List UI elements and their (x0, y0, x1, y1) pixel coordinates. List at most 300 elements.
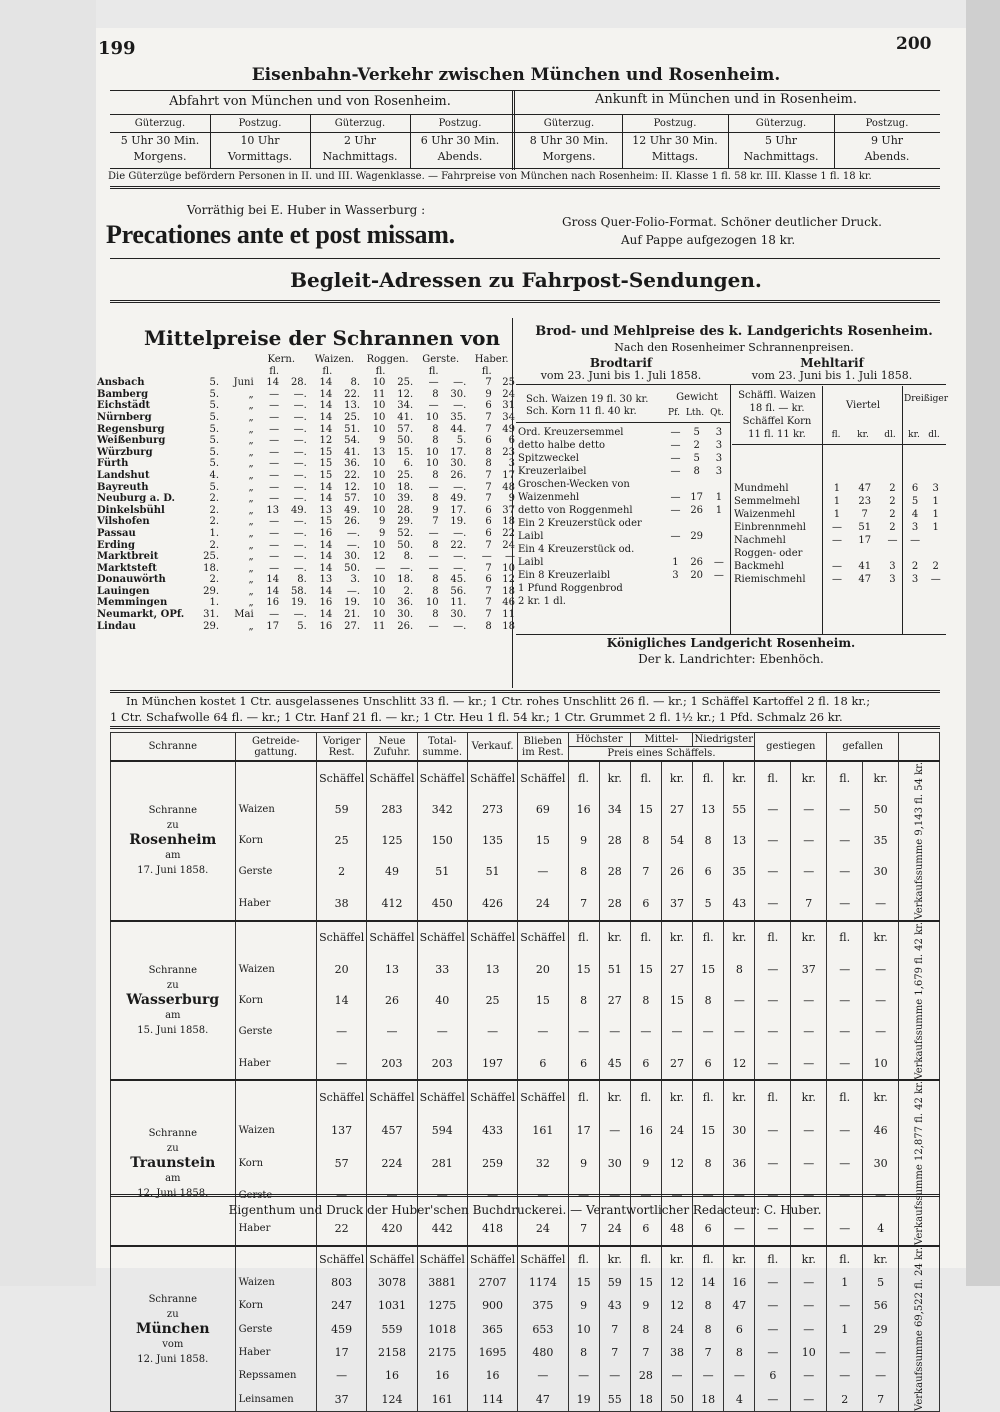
schranne-value: — (755, 794, 791, 825)
price-cell: 48 (502, 481, 515, 493)
schranne-value: — (568, 1016, 599, 1047)
schranne-value: — (367, 1179, 417, 1211)
price-cell: 18 (502, 620, 515, 632)
flour-price-cell: 1 (833, 483, 841, 494)
mittelpreise-row (96, 528, 516, 540)
unit-schaeffel: Schäffel (518, 1246, 568, 1271)
verkaufssumme-text: Verkaufssumme 9,143 fl. 54 kr. (913, 762, 925, 920)
price-cell: 24 (502, 539, 515, 551)
schranne-value: — (827, 954, 863, 985)
market-name: Weißenburg (97, 435, 166, 447)
price-cell: „ (248, 527, 254, 539)
bread-item: 2 kr. 1 dl. (518, 596, 566, 607)
price-cell: 2. (209, 493, 220, 505)
schranne-date: 12. Juni 1858. (137, 1187, 209, 1199)
price-cell: 8 (485, 446, 492, 458)
schranne-row (111, 1016, 940, 1047)
schranne-value: 5 (693, 887, 724, 920)
schranne-value: 30 (863, 856, 899, 887)
price-cell: 35. (450, 411, 467, 423)
price-cell: 18. (397, 481, 414, 493)
price-cell: 34 (502, 411, 515, 423)
schranne-value: 9 (568, 825, 599, 856)
price-cell: „ (248, 469, 254, 481)
schranne-value: 6 (568, 1047, 599, 1080)
mittelpreise-row (96, 516, 516, 528)
schranne-value: 28 (599, 856, 630, 887)
flour-price-cell: — (831, 522, 842, 533)
price-cell: 57. (344, 493, 360, 505)
weight-cell (686, 478, 708, 491)
schranne-value: 22 (317, 1212, 367, 1247)
price-cell: —. (293, 562, 307, 574)
price-cell: 16 (319, 597, 333, 609)
mittelpreise-row (96, 563, 516, 575)
mittelpreise-row (96, 621, 516, 633)
weight-cell: — (670, 440, 681, 451)
price-cell: 18. (203, 562, 220, 574)
schranne-row (111, 954, 940, 985)
flour-price-cell: 4 (911, 509, 919, 520)
mp-head-waizen: Waizen. (314, 354, 355, 365)
unit-fl: fl. (630, 1246, 661, 1271)
bread-item: detto halbe detto (518, 440, 606, 451)
schranne-value: 28 (599, 825, 630, 856)
schranne-value: — (755, 887, 791, 920)
schranne-zu: zu (166, 820, 179, 832)
price-cell: — (481, 551, 492, 563)
schranne-value: 8 (568, 856, 599, 887)
schranne-value: 47 (518, 1387, 568, 1411)
price-cell: 14 (319, 411, 333, 423)
schranne-value: 7 (791, 887, 827, 920)
schranne-date: 15. Juni 1858. (137, 1024, 209, 1036)
price-cell: 1. (209, 527, 220, 539)
unit-kr: kr. (863, 921, 899, 954)
schranne-value: 37 (317, 1387, 367, 1411)
schranne-value: 8 (693, 825, 724, 856)
schranne-value: 8 (630, 825, 661, 856)
price-cell: — (269, 423, 280, 435)
price-cell: —. (293, 458, 307, 470)
price-cell: „ (248, 481, 254, 493)
grain-type: Korn (235, 825, 316, 856)
col-totalsumme: Total-summe. (417, 733, 467, 762)
schranne-value: 43 (724, 887, 755, 920)
mittelpreise-row (96, 377, 516, 389)
weight-cell: 5 (693, 453, 700, 464)
weight-cell: 3 (715, 427, 723, 438)
schranne-value: — (755, 1318, 791, 1341)
price-cell: 28. (290, 377, 307, 389)
schranne-value: 7 (693, 1341, 724, 1364)
schranne-value: — (630, 1016, 661, 1047)
price-cell: 5. (209, 446, 220, 458)
price-cell: 14 (319, 551, 333, 563)
schranne-value: 7 (630, 856, 661, 887)
schranne-value: — (317, 1016, 367, 1047)
schranne-value: — (791, 856, 827, 887)
flour-item: Mundmehl (734, 483, 789, 494)
schranne-value: — (467, 1179, 517, 1211)
brodtarif-row (516, 465, 730, 478)
schranne-value: 6 (755, 1364, 791, 1387)
schranne-value: 9 (568, 1147, 599, 1179)
unit-kr: kr. (599, 761, 630, 794)
schranne-market-label (111, 921, 236, 1081)
schranne-value: — (568, 1179, 599, 1211)
price-cell: 39. (397, 493, 414, 505)
unit-schaeffel: Schäffel (367, 761, 417, 794)
schranne-value: 433 (467, 1115, 517, 1147)
weight-cell: 26 (690, 557, 704, 568)
rail-arrivals-part: Mittags. (651, 150, 699, 163)
schranne-label: Schranne (148, 1127, 197, 1139)
price-cell: 16 (266, 597, 280, 609)
schranne-value: — (518, 856, 568, 887)
price-cell: 6 (485, 435, 492, 447)
price-cell: 14 (319, 493, 333, 505)
schranne-value: 27 (661, 794, 692, 825)
price-cell: 26. (397, 620, 414, 632)
bread-item: Ein 2 Kreuzerstück oder (518, 518, 642, 529)
price-cell: —. (293, 551, 307, 563)
unit-schaeffel: Schäffel (317, 761, 367, 794)
schranne-value: — (755, 1212, 791, 1247)
schranne-value: 16 (367, 1364, 417, 1387)
unit-kr: kr. (724, 921, 755, 954)
price-cell: 10 (372, 493, 386, 505)
mp-head-roggen: Roggen. (366, 354, 409, 365)
price-cell: 49. (450, 493, 467, 505)
flour-price-cell: 3 (932, 483, 939, 494)
price-cell: 8 (432, 539, 439, 551)
price-cell: 30. (450, 388, 467, 400)
verkaufssumme (899, 921, 940, 1081)
price-cell: 31 (502, 400, 515, 412)
weight-cell (665, 517, 685, 530)
rail-arrivals-type: Postzug. (865, 118, 909, 129)
mp-unit: fl. (269, 365, 280, 377)
schranne-value: — (791, 1115, 827, 1147)
price-cell: 22 (502, 527, 515, 539)
viertel-label: Viertel (845, 400, 881, 411)
munich-prices-line-2: 1 Ctr. Schafwolle 64 fl. — kr.; 1 Ctr. Hanf 21 fl. — kr.; 1 Ctr. Heu 1 fl. 54 kr.; 1 Ctr. Grummet 2 fl. 1½ kr.; 1 Pfd. Schmalz 26 kr. (110, 710, 843, 724)
schranne-value: 15 (630, 794, 661, 825)
schranne-row (111, 825, 940, 856)
schranne-value: 20 (518, 954, 568, 985)
flour-price-cell: 3 (911, 522, 919, 533)
price-cell: 14 (266, 377, 280, 389)
ad-vendor: Vorräthig bei E. Huber in Wasserburg : (186, 203, 426, 217)
flour-price-cell: — (831, 574, 842, 585)
price-cell: 25. (397, 377, 414, 389)
page-binding-edge (966, 0, 1000, 1286)
market-name: Bayreuth (97, 481, 149, 493)
price-cell: — (269, 562, 280, 574)
price-cell: 10 (372, 539, 386, 551)
schranne-value: — (599, 1016, 630, 1047)
mittelpreise-row (96, 551, 516, 563)
price-cell: 8 (485, 458, 492, 470)
brodtarif-row (516, 504, 730, 517)
price-cell: 10 (372, 585, 386, 597)
price-cell: 5. (209, 481, 220, 493)
price-cell: —. (293, 388, 307, 400)
brodtarif-row (516, 491, 730, 504)
schranne-row (111, 1364, 940, 1387)
schranne-value: — (827, 1364, 863, 1387)
schranne-value: 30 (863, 1147, 899, 1179)
bread-item: Ein 4 Kreuzerstück od. (518, 544, 635, 555)
grain-type: Haber (235, 1341, 316, 1364)
schranne-market-name: Traunstein (130, 1154, 216, 1171)
weight-cell (686, 543, 708, 556)
flour-item: Waizenmehl (734, 509, 796, 520)
weight-cell: 3 (715, 466, 723, 477)
schranne-am: am (165, 1172, 181, 1184)
price-cell: 9 (485, 388, 492, 400)
schranne-value: 24 (518, 1212, 568, 1247)
schranne-value: — (724, 1179, 755, 1211)
price-cell: 16 (319, 620, 333, 632)
price-cell: 5. (209, 458, 220, 470)
schranne-value: — (518, 1179, 568, 1211)
mp-unit: fl. (481, 365, 492, 377)
brodtarif-row (516, 556, 730, 569)
price-cell: 19. (344, 597, 360, 609)
unit-empty (235, 1080, 316, 1114)
price-cell: 8. (403, 551, 414, 563)
price-cell: 17 (266, 620, 280, 632)
mittelpreise-row (96, 424, 516, 436)
schranne-value: 6 (630, 1212, 661, 1247)
price-cell: 12 (319, 435, 333, 447)
price-cell: 14 (266, 574, 280, 586)
mehl-unit: dl. (884, 430, 896, 440)
schranne-value: 247 (317, 1294, 367, 1317)
unit-fl: fl. (630, 761, 661, 794)
unit-fl: fl. (568, 921, 599, 954)
mp-unit: fl. (322, 365, 333, 377)
brod-head-2: Sch. Korn 11 fl. 40 kr. (526, 406, 637, 417)
flour-price-cell: 41 (858, 561, 872, 572)
price-cell: 9 (432, 504, 439, 516)
market-name: Passau (97, 527, 136, 539)
price-cell: —. (453, 527, 467, 539)
price-cell: 2. (209, 539, 220, 551)
flour-price-cell (880, 547, 905, 560)
brodtarif-row (516, 530, 730, 543)
price-cell: 10 (502, 562, 515, 574)
schranne-value: 9 (630, 1147, 661, 1179)
weight-cell: 3 (715, 453, 723, 464)
schranne-value: 47 (724, 1294, 755, 1317)
rail-departures-part: Abends. (437, 150, 483, 163)
brodtarif-row (516, 595, 730, 608)
grain-type: Haber (235, 1047, 316, 1080)
mehl-unit: kr. (908, 430, 920, 440)
flour-price-cell: 23 (858, 496, 872, 507)
price-cell: 17. (450, 504, 467, 516)
brodtarif-row (516, 543, 730, 556)
market-name: Landshut (97, 469, 150, 481)
price-cell: 5. (209, 400, 220, 412)
unit-kr: kr. (863, 1080, 899, 1114)
unit-kr: kr. (599, 1080, 630, 1114)
bread-item: detto von Roggenmehl (518, 505, 633, 516)
weight-cell: — (670, 466, 681, 477)
schranne-zu: zu (166, 979, 179, 991)
schranne-value: 6 (693, 856, 724, 887)
price-cell: 9 (379, 516, 386, 528)
price-cell: — (269, 539, 280, 551)
price-cell: — (269, 469, 280, 481)
rail-title: Eisenbahn-Verkehr zwischen München und Rosenheim. (251, 65, 781, 85)
arrival-heading: Ankunft in München und in Rosenheim. (594, 92, 858, 107)
price-cell: 2. (209, 574, 220, 586)
schranne-value: 375 (518, 1294, 568, 1317)
schranne-value: 15 (518, 825, 568, 856)
price-cell: 7 (485, 597, 492, 609)
price-cell: „ (248, 597, 254, 609)
flour-price-cell: 1 (833, 496, 841, 507)
verkaufssumme-text: Verkaufssumme 69,522 fl. 24 kr. (913, 1247, 925, 1412)
mehltarif-row (732, 573, 946, 586)
price-cell: 12 (372, 551, 386, 563)
schranne-zu: zu (166, 1142, 179, 1154)
schranne-value: 46 (863, 1115, 899, 1147)
schranne-value: 27 (599, 985, 630, 1016)
price-cell: 10 (372, 423, 386, 435)
price-cell: 7 (432, 516, 439, 528)
market-name: Nürnberg (97, 411, 152, 423)
flour-price-cell (849, 547, 880, 560)
price-cell: 19. (290, 597, 307, 609)
price-cell: 25 (502, 377, 515, 389)
schranne-value: — (863, 1016, 899, 1047)
mittelpreise-table-wrap (96, 354, 516, 632)
rail-departures-time: 5 Uhr 30 Min. (120, 134, 200, 147)
schranne-value: 12 (661, 1147, 692, 1179)
brod-title: Brod- und Mehlpreise des k. Landgerichts Rosenheim. (535, 324, 933, 339)
price-cell: —. (453, 620, 467, 632)
price-cell: 7 (485, 609, 492, 621)
price-cell: 10 (372, 411, 386, 423)
price-cell: 14 (319, 609, 333, 621)
price-cell: „ (248, 539, 254, 551)
grain-type: Waizen (235, 1115, 316, 1147)
departure-heading: Abfahrt von München und von Rosenheim. (169, 94, 451, 109)
flour-price-cell (925, 547, 946, 560)
price-cell: 2. (209, 504, 220, 516)
schranne-value: 6 (693, 1047, 724, 1080)
price-cell: 3. (350, 574, 360, 586)
price-cell: 8. (297, 574, 307, 586)
market-name: Fürth (97, 458, 129, 470)
schranne-value: 653 (518, 1318, 568, 1341)
schranne-value: 12 (661, 1271, 692, 1294)
price-cell: 18. (397, 574, 414, 586)
price-cell: 6 (508, 435, 515, 447)
schranne-value: 32 (518, 1147, 568, 1179)
mittelpreise-title: Mittelpreise der Schrannen von (144, 326, 501, 350)
schranne-value: — (417, 1179, 467, 1211)
page-number-right: 200 (896, 34, 932, 54)
price-cell: 36. (397, 597, 414, 609)
price-cell: 26. (450, 469, 467, 481)
newspaper-page (96, 28, 966, 1412)
schranne-value: 412 (367, 887, 417, 920)
unit-fl: fl. (755, 921, 791, 954)
price-cell: —. (293, 516, 307, 528)
mittelpreise-row (96, 400, 516, 412)
unit-fl: fl. (568, 1080, 599, 1114)
price-cell: 10 (372, 469, 386, 481)
price-cell: „ (248, 551, 254, 563)
schranne-zu: zu (166, 1308, 179, 1320)
schranne-value: 26 (661, 856, 692, 887)
weight-cell (708, 543, 730, 556)
price-cell: 10 (425, 411, 439, 423)
rail-departures-time: 6 Uhr 30 Min. (420, 134, 500, 147)
mehltarif-row (732, 534, 946, 547)
weight-cell (686, 517, 708, 530)
unit-schaeffel: Schäffel (467, 921, 517, 954)
brodtarif-row (516, 517, 730, 530)
price-cell: „ (248, 516, 254, 528)
schranne-value: 259 (467, 1147, 517, 1179)
price-cell: 10 (372, 481, 386, 493)
rail-note: Die Güterzüge befördern Personen in II. und III. Wagenklasse. — Fahrpreise von München nach Rosenheim: II. Klasse 1 fl. 58 kr. III. Klasse 1 fl. 18 kr. (108, 171, 872, 182)
weight-cell: — (713, 570, 724, 581)
price-cell: 18 (502, 516, 515, 528)
schranne-value: — (317, 1179, 367, 1211)
schranne-value: — (755, 1341, 791, 1364)
schranne-value: — (827, 794, 863, 825)
price-cell: — (269, 551, 280, 563)
schranne-row (111, 1387, 940, 1411)
price-cell: —. (293, 539, 307, 551)
schranne-value: — (317, 1047, 367, 1080)
schranne-value: — (827, 1047, 863, 1080)
mp-head-gerste: Gerste. (422, 354, 460, 365)
mehl-head-1: Schäffl. Waizen (738, 390, 816, 401)
schranne-value: 8 (724, 1341, 755, 1364)
schranne-value: 10 (863, 1047, 899, 1080)
schranne-value: 1 (827, 1318, 863, 1341)
weight-cell: 20 (690, 570, 704, 581)
schranne-value: 28 (630, 1364, 661, 1387)
price-cell: —. (293, 469, 307, 481)
bread-item: Laibl (518, 557, 544, 568)
price-cell: 25. (203, 551, 220, 563)
schranne-row (111, 985, 940, 1016)
price-cell: 30. (450, 609, 467, 621)
schranne-value: 15 (693, 954, 724, 985)
weight-cell: — (670, 453, 681, 464)
schranne-value: 224 (367, 1147, 417, 1179)
flour-price-cell: 2 (932, 561, 939, 572)
ad-title: Precationes ante et post missam. (106, 220, 455, 249)
schranne-value: 10 (791, 1341, 827, 1364)
schranne-value: 13 (367, 954, 417, 985)
footer-imprint: Eigenthum und Druck der Huber'schen Buchdruckerei. — Verantwortlicher Redacteur: C. Huber. (228, 1203, 822, 1217)
schranne-value: 10 (568, 1318, 599, 1341)
schranne-value: 137 (317, 1115, 367, 1147)
bread-item: Ein 8 Kreuzerlaibl (518, 570, 611, 581)
price-cell: 22. (450, 539, 467, 551)
